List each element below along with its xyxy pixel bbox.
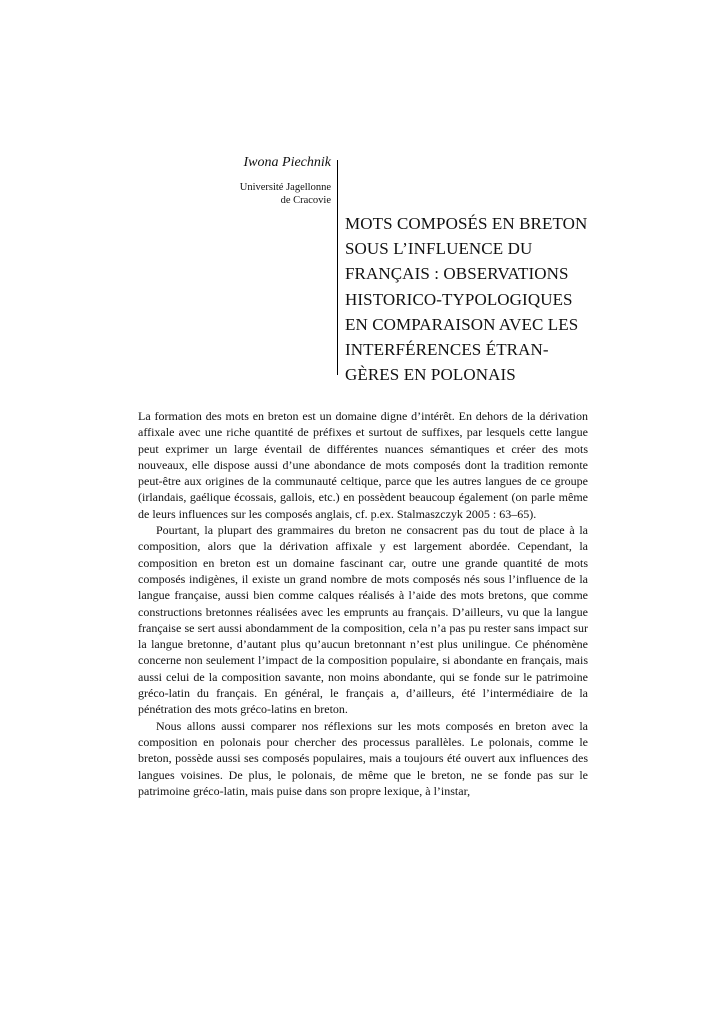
paragraph-comparison: Nous allons aussi comparer nos réflexions sur les mots composés en breton avec la composition en polonais pour chercher des processus parallèles. Le polonais, comme le breton, possède aussi ses composés populaires, mais a toujours été ouvert aux influences des langues voisines. De plus, le polonais, de même que le breton, ne se fonde pas sur le patrimoine gréco-latin, mais puise dans son propre lexique, à l’instar, [138,718,588,798]
author-affiliation [150,181,331,207]
paragraph-composition: Pourtant, la plupart des grammaires du breton ne consacrent pas du tout de place à la composition, alors que la dérivation affixale y est largement abordée. Cependant, la composition en breton est un domaine fascinant car, outre une grande quantité de mots composés indigènes, il existe un grand nombre de mots composés nés sous l’influence de la langue française, aussi bien comme calques réalisés à l’aide des mots bretons, que comme constructions bretonnes réalisées avec les emprunts au français. D’ailleurs, vu que la langue française se sert aussi abondamment de la composition, cela n’a pas pu rester sans impact sur la langue bretonne, d’autant plus qu’aucun bretonnant n’est plus unilingue. Ce phénomène concerne non seulement l’impact de la composition populaire, si abondante en français, mais aussi celui de la composition savante, non moins abondante, qui se fonde sur le patrimoine gréco-latin du français. En général, le français a, d’ailleurs, été l’intermédiaire de la pénétration des mots gréco-latins en breton. [138,523,588,717]
article-title [345,211,605,387]
vertical-rule-divider [337,160,338,375]
author-block [150,148,331,207]
paragraph-intro: La formation des mots en breton est un domaine digne d’intérêt. En dehors de la dérivation affixale avec une riche quantité de préfixes et surtout de suffixes, par lesquels cette langue peut exprimer un large éventail de différentes nuances sémantiques et créer des mots nouveaux, elle dispose aussi d’une abondance de mots composés dont la tradition remonte peut-être aux origines de la communauté celtique, parce que les autres langues de ce groupe (irlandais, gaélique écossais, gallois, etc.) en possèdent beaucoup également (on parle même de leurs influences sur les composés anglais, cf. p.ex. Stalmaszczyk 2005 : 63–65). [138,409,588,521]
body-text [138,408,588,799]
author-name: Iwona Piechnik [243,155,331,170]
affiliation-line-1: Université Jagellonne [239,182,331,193]
title-line: SOUS L’INFLUENCE DU [345,239,533,259]
title-line: MOTS COMPOSÉS EN BRETON [345,214,588,233]
title-line: HISTORICO-TYPOLOGIQUES [345,289,573,309]
title-line: GÈRES EN POLONAIS [345,365,516,385]
affiliation-line-2: de Cracovie [280,195,331,206]
title-line: EN COMPARAISON AVEC LES [345,314,579,334]
title-line: INTERFÉRENCES ÉTRAN- [345,340,549,360]
title-line: FRANÇAIS : OBSERVATIONS [345,264,569,284]
